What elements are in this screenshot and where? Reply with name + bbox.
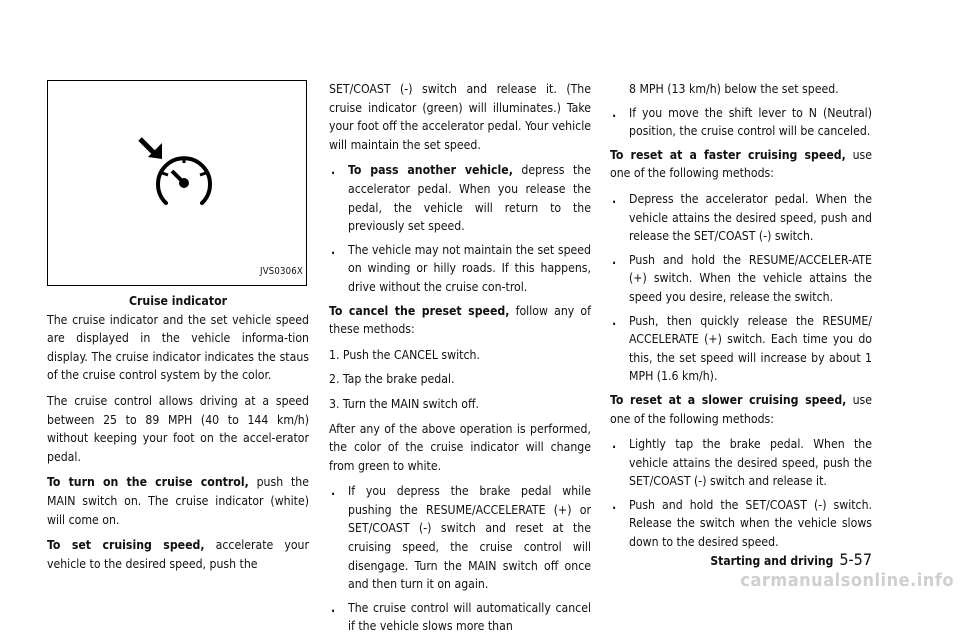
paragraph-lead: To set cruising speed, [47, 538, 205, 553]
paragraph-text: depress the accelerator pedal. When you release the pedal, the vehicle will return to the previously set speed. [348, 163, 591, 234]
list-item-continued [610, 80, 872, 99]
paragraph [47, 473, 309, 529]
list-item [610, 496, 872, 552]
paragraph-text: Push and hold the SET/COAST (-) switch. Release the switch when the vehicle slows down to the desired speed. [629, 497, 872, 550]
paragraph-lead: To reset at a faster cruising speed, [610, 147, 846, 162]
list-item [329, 482, 591, 594]
figure-caption: Cruise indicator [128, 294, 228, 308]
list-item [329, 241, 591, 297]
bullet-icon: . [612, 313, 617, 328]
column-3 [610, 80, 872, 557]
paragraph-text: push the MAIN switch on. The cruise indicator (white) will come on. [47, 475, 309, 527]
paragraph: The cruise control allows driving at a speed between 25 to 89 MPH (40 to 144 km/h) without keeping your foot on the accel-erator pedal. [47, 393, 309, 464]
bullet-icon: . [331, 242, 336, 257]
list-item [610, 312, 872, 386]
paragraph: After any of the above operation is performed, the color of the cruise indicator will change from green to white. [329, 421, 591, 473]
paragraph: SET/COAST (-) switch and release it. (The cruise indicator (green) will illuminates.) Take your foot off the accelerator pedal. Your vehicle will maintain the set speed. [329, 82, 591, 152]
list-item [610, 104, 872, 141]
paragraph-text: 8 MPH (13 km/h) below the set speed. [629, 82, 839, 96]
paragraph-text: If you move the shift lever to N (Neutral) position, the cruise control will be canceled. [629, 105, 872, 139]
paragraph [610, 146, 872, 183]
column-1 [47, 80, 309, 580]
paragraph-text: accelerate your vehicle to the desired speed, push the [47, 538, 310, 571]
bullet-icon: . [612, 437, 617, 452]
page-footer [710, 550, 872, 569]
paragraph [329, 302, 591, 339]
paragraph-text: follow any of these methods: [329, 303, 591, 337]
paragraph-lead: To reset at a slower cruising speed, [610, 392, 847, 407]
step-item: 2. Tap the brake pedal. [329, 372, 455, 387]
column-2 [329, 80, 591, 641]
paragraph-text: Lightly tap the brake pedal. When the vehicle attains the desired speed, push the SET/COAST (-) switch and release it. [629, 437, 872, 489]
paragraph-text: Depress the accelerator pedal. When the vehicle attains the desired speed, push and release the SET/COAST (-) switch. [629, 191, 872, 244]
list-item [610, 190, 872, 246]
bullet-icon: . [612, 497, 617, 512]
paragraph-text: The vehicle may not maintain the set speed on winding or hilly roads. If this happens, drive without the cruise con-trol. [348, 242, 591, 294]
paragraph-text: use one of the following methods: [610, 147, 872, 181]
paragraph-text: Push and hold the RESUME/ACCELER-ATE (+) switch. When the vehicle attains the speed you desire, release the switch. [629, 252, 872, 304]
section-title: Starting and driving [710, 554, 834, 568]
paragraph-text: Push, then quickly release the RESUME/ ACCELERATE (+) switch. Each time you do this, the set speed will increase by about 1 MPH (1.6 km/h). [629, 313, 872, 384]
paragraph-lead: To turn on the cruise control, [47, 475, 249, 490]
step-item: 3. Turn the MAIN switch off. [329, 396, 480, 411]
paragraph-text: use one of the following methods: [610, 392, 872, 426]
bullet-icon: . [331, 484, 336, 499]
watermark: carmanualsonline.info [740, 570, 954, 591]
bullet-icon: . [612, 105, 617, 120]
cruise-indicator-icon [136, 133, 220, 217]
bullet-icon: . [331, 163, 336, 178]
figure-box [47, 80, 307, 286]
list-item [610, 435, 872, 491]
bullet-icon: . [612, 252, 617, 267]
paragraph-lead: To cancel the preset speed, [329, 303, 510, 318]
paragraph-lead: To pass another vehicle, [348, 163, 513, 178]
figure-id: JVS0306X [260, 266, 303, 278]
list-item [610, 251, 872, 307]
list-item [329, 161, 591, 235]
paragraph: The cruise indicator and the set vehicle speed are displayed in the vehicle informa-tion display. The cruise indicator indicates the staus of the cruise control system by the color. [47, 312, 309, 383]
bullet-icon: . [331, 600, 336, 615]
page-number: 5-57 [839, 550, 872, 569]
list-item [329, 599, 591, 636]
bullet-icon: . [612, 191, 617, 206]
step-item: 1. Push the CANCEL switch. [329, 347, 480, 362]
paragraph [610, 391, 872, 428]
paragraph [47, 536, 309, 573]
paragraph-text: If you depress the brake pedal while pushing the RESUME/ACCELERATE (+) or SET/COAST (-) switch and reset at the cruising speed, the cruise control will disengage. Turn the MAIN switch off once and then turn it on again. [348, 484, 591, 592]
paragraph-text: The cruise control will automatically cancel if the vehicle slows more than [348, 600, 591, 634]
